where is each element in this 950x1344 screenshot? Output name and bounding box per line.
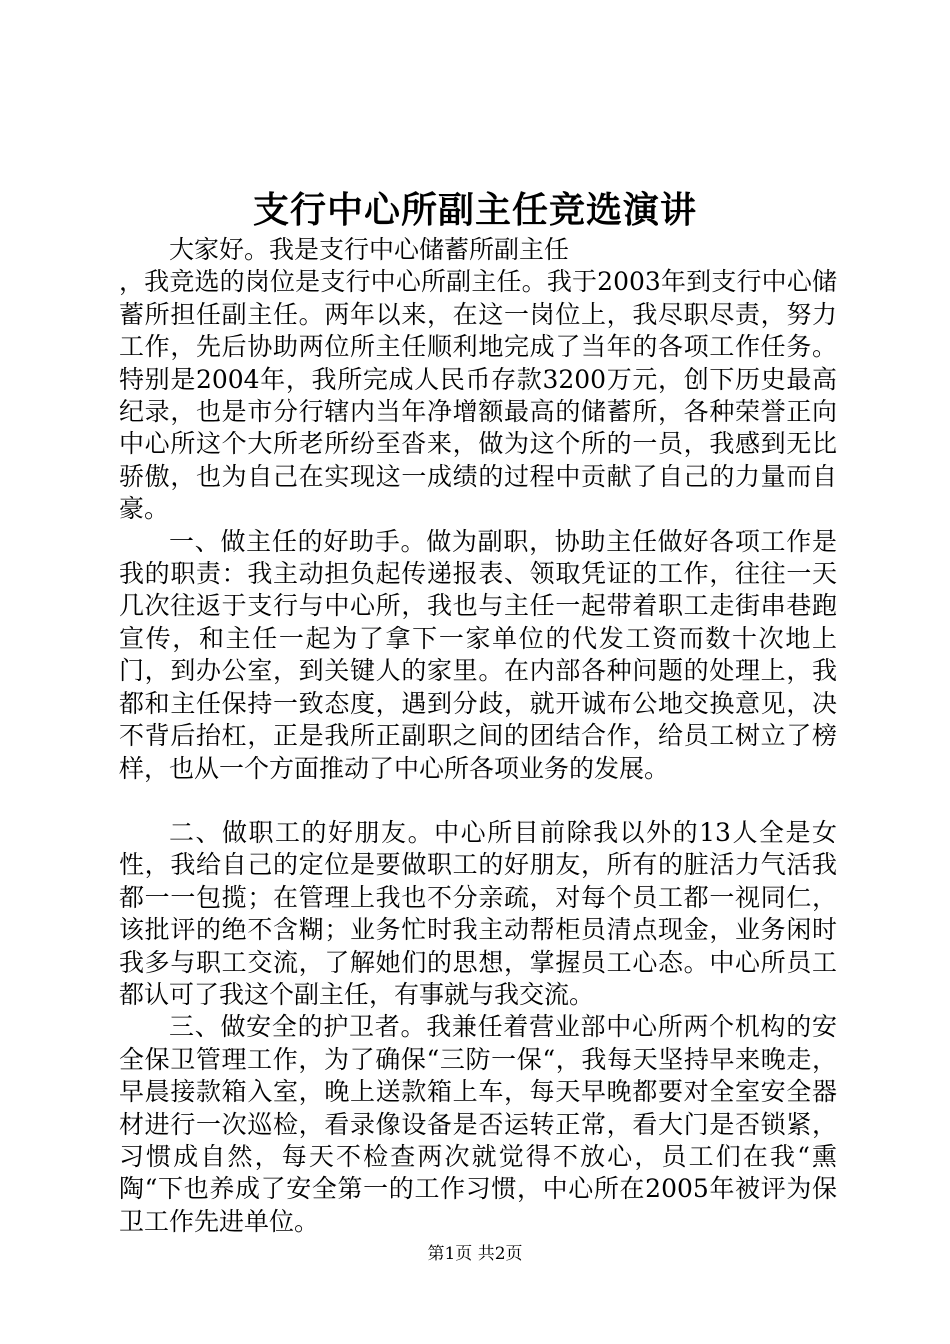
page-footer: 第1页 共2页 <box>427 1244 523 1264</box>
greeting-paragraph: 大家好。我是支行中心储蓄所副主任 <box>169 235 570 264</box>
section-two-paragraph: 二、做职工的好朋友。中心所目前除我以外的13人全是女性，我给自己的定位是要做职工的好朋友，所有的脏活力气活我都一一包揽；在管理上我也不分亲疏，对每个员工都一视同仁，该批评的绝不含糊；业务忙时我主动帮柜员清点现金，业务闲时我多与职工交流，了解她们的思想，掌握员工心态。中心所员工都认可了我这个副主任，有事就与我交流。 <box>119 817 837 1009</box>
document-title: 支行中心所副主任竞选演讲 <box>252 189 697 231</box>
section-one-paragraph: 一、做主任的好助手。做为副职，协助主任做好各项工作是我的职责：我主动担负起传递报表、领取凭证的工作，往往一天几次往返于支行与中心所，我也与主任一起带着职工走街串巷跑宣传，和主任一起为了拿下一家单位的代发工资而数十次地上门，到办公室，到关键人的家里。在内部各种问题的处理上，我都和主任保持一致态度，遇到分歧，就开诚布公地交换意见，决不背后抬杠，正是我所正副职之间的团结合作，给员工树立了榜样，也从一个方面推动了中心所各项业务的发展。 <box>119 526 837 783</box>
section-three-paragraph: 三、做安全的护卫者。我兼任着营业部中心所两个机构的安全保卫管理工作，为了确保“三防一保“，我每天坚持早来晚走，早晨接款箱入室，晚上送款箱上车，每天早晚都要对全室安全器材进行一次巡检，看录像设备是否运转正常，看大门是否锁紧，习惯成自然，每天不检查两次就觉得不放心，员工们在我“熏陶“下也养成了安全第一的工作习惯，中心所在2005年被评为保卫工作先进单位。 <box>119 1012 837 1236</box>
document-body <box>119 234 837 1238</box>
intro-paragraph: ，我竞选的岗位是支行中心所副主任。我于2003年到支行中心储蓄所担任副主任。两年以来，在这一岗位上，我尽职尽责，努力工作，先后协助两位所主任顺利地完成了当年的各项工作任务。特别是2004年，我所完成人民币存款3200万元，创下历史最高纪录，也是市分行辖内当年净增额最高的储蓄所，各种荣誉正向中心所这个大所老所纷至沓来，做为这个所的一员，我感到无比骄傲，也为自己在实现这一成绩的过程中贡献了自己的力量而自豪。 <box>119 267 837 524</box>
